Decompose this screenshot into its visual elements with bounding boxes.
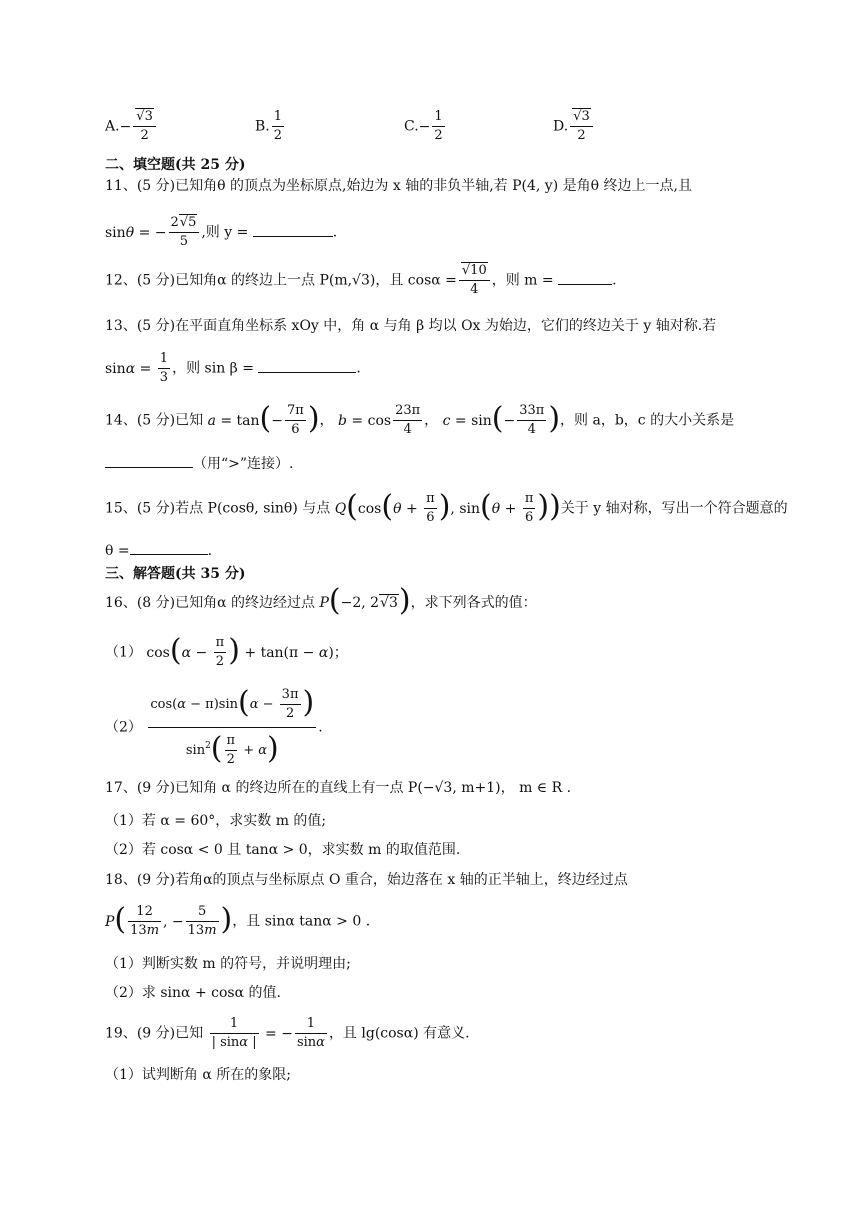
q11-answer-blank[interactable] bbox=[253, 222, 333, 237]
q18-part1: （1）判断实数 m 的符号，并说明理由; bbox=[105, 956, 351, 972]
section-fill-heading: 二、填空题(共 25 分) bbox=[105, 157, 246, 173]
q17-part2: （2）若 cosα < 0 且 tanα > 0，求实数 m 的取值范围. bbox=[105, 842, 461, 858]
q15-answer-blank[interactable] bbox=[130, 540, 208, 555]
q18-point-line bbox=[105, 903, 370, 940]
q13-tail: ，则 sin β = bbox=[172, 360, 254, 377]
q14-c-expr: c = sin(− $\frac{33\pi}{4}$ ) bbox=[442, 400, 561, 437]
q14-head: 14、(5 分)已知 bbox=[105, 412, 204, 429]
q11-tail: ,则 y = bbox=[201, 224, 249, 241]
q11-sin-expr: sinθ = − $\frac{2√5}{5}$ bbox=[105, 225, 201, 241]
q19-head: 19、(9 分)已知 bbox=[105, 1025, 204, 1042]
q12-head: 12、(5 分)已知角α 的终边上一点 P(m,√3)，且 cosα = bbox=[105, 272, 457, 289]
q18-point: P( $\frac{12}{13m}$ , − $\frac{5}{13m}$ ) bbox=[105, 901, 233, 938]
q16-part2-expr: cos(α − π)sin(α − $\frac{3\pi}{2}$ ) $\sin^2$( $\frac{\pi}{2}$ + α) bbox=[150, 684, 315, 767]
q16-stem bbox=[105, 583, 537, 618]
q17-stem: 17、(9 分)已知角 α 的终边所在的直线上有一点 P(−√3, m+1)， m ∈ R . bbox=[105, 780, 572, 796]
q18-stem: 18、(9 分)若角α的顶点与坐标原点 O 重合，始边落在 x 轴的正半轴上，终边经过点 bbox=[105, 872, 628, 888]
q12-answer-blank[interactable] bbox=[558, 270, 612, 285]
q12-tail: ，则 m = bbox=[491, 272, 554, 289]
option-a-value: − $\frac{√3}{2}$ bbox=[120, 119, 158, 135]
q16-part1-expr: cos(α − $\frac{\pi}{2}$ ) + tan(π − α)； bbox=[146, 632, 348, 669]
q16-part2: （2） cos(α − π)sin(α − $\frac{3\pi}{2}$ ) $\sin^2$( $\frac{\pi}{2}$ + α) . bbox=[105, 684, 323, 767]
option-a-label: A. bbox=[105, 118, 120, 135]
q16-part1 bbox=[105, 634, 348, 671]
option-b-value: $\frac{1}{2}$ bbox=[273, 109, 283, 143]
q19-tail: ，且 lg(cosα) 有意义. bbox=[328, 1025, 470, 1042]
option-c-label: C. bbox=[404, 118, 419, 135]
q15-q-expr: Q(cos(θ + $\frac{\pi}{6}$ ), sin(θ + $\frac{\pi}{6}$ )) bbox=[334, 488, 561, 525]
q16-part2-label: （2） bbox=[105, 719, 142, 736]
option-d-label: D. bbox=[553, 118, 569, 135]
q14: 14、(5 分)已知 a = tan(− $\frac{7\pi}{6}$ )， b = cos $\frac{23\pi}{4}$ ， c = sin(− $\frac{33\pi}{4}$ )，则 a，b，c 的大小关系是 bbox=[105, 400, 735, 437]
option-c bbox=[404, 108, 447, 145]
q14-tail: ，则 a，b，c 的大小关系是 bbox=[560, 412, 735, 429]
q14-hint: （用“>”连接）. bbox=[193, 456, 294, 472]
q13-answer-blank[interactable] bbox=[258, 358, 356, 373]
q19-condition: $\frac{1}{| \sin\alpha |}$ = − $\frac{1}{\sin\alpha}$ bbox=[211, 1016, 325, 1050]
q11-stem: 11、(5 分)已知角θ 的顶点为坐标原点,始边为 x 轴的非负半轴,若 P(4, y) 是角θ 终边上一点,且 bbox=[105, 178, 692, 194]
q14-answer-line bbox=[105, 453, 294, 473]
option-c-value: − $\frac{1}{2}$ bbox=[418, 109, 443, 143]
q16-part1-label: （1） bbox=[105, 644, 142, 661]
q19 bbox=[105, 1015, 470, 1052]
q18-part2: （2）求 sinα + cosα 的值. bbox=[105, 985, 281, 1001]
q16-tail: ，求下列各式的值： bbox=[410, 595, 537, 611]
q11-condition: sinθ = − $\frac{2√5}{5}$ ,则 y = . bbox=[105, 215, 338, 249]
q14-a-expr: a = tan(− $\frac{7\pi}{6}$ ) bbox=[207, 400, 320, 437]
q16-point: P(−2, 2√3) bbox=[319, 583, 411, 618]
option-a bbox=[105, 108, 158, 145]
option-d-value: $\frac{√3}{2}$ bbox=[568, 119, 595, 135]
q12: 12、(5 分)已知角α 的终边上一点 P(m,√3)，且 cosα = $\frac{√10}{4}$ ，则 m = . bbox=[105, 263, 617, 297]
option-b-label: B. bbox=[255, 118, 270, 135]
q14-b-expr: b = cos $\frac{23\pi}{4}$ bbox=[338, 403, 421, 437]
option-b bbox=[255, 108, 286, 145]
q15 bbox=[105, 490, 788, 527]
option-d bbox=[553, 108, 595, 145]
q15-tail: 关于 y 轴对称，写出一个符合题意的 bbox=[560, 500, 788, 517]
section-answer-heading: 三、解答题(共 35 分) bbox=[105, 566, 246, 582]
q13-stem: 13、(5 分)在平面直角坐标系 xOy 中，角 α 与角 β 均以 Ox 为始边，它们的终边关于 y 轴对称.若 bbox=[105, 318, 717, 334]
q15-answer-prefix: θ = bbox=[105, 543, 130, 559]
q13-sin-expr: sinα = $\frac{1}{3}$ bbox=[105, 351, 169, 385]
q15-answer-line: θ = . bbox=[105, 540, 212, 560]
q13-condition: sinα = $\frac{1}{3}$ ，则 sin β = . bbox=[105, 351, 361, 385]
q15-head: 15、(5 分)若点 P(cosθ, sinθ) 与点 bbox=[105, 500, 331, 517]
q19-part1: （1）试判断角 α 所在的象限; bbox=[105, 1067, 291, 1083]
q17-part1: （1）若 α = 60°，求实数 m 的值; bbox=[105, 813, 327, 829]
q14-answer-blank[interactable] bbox=[105, 453, 193, 468]
q18-tail: ，且 sinα tanα > 0 . bbox=[232, 913, 371, 930]
q16-stem-text: 16、(8 分)已知角α 的终边经过点 bbox=[105, 595, 315, 611]
